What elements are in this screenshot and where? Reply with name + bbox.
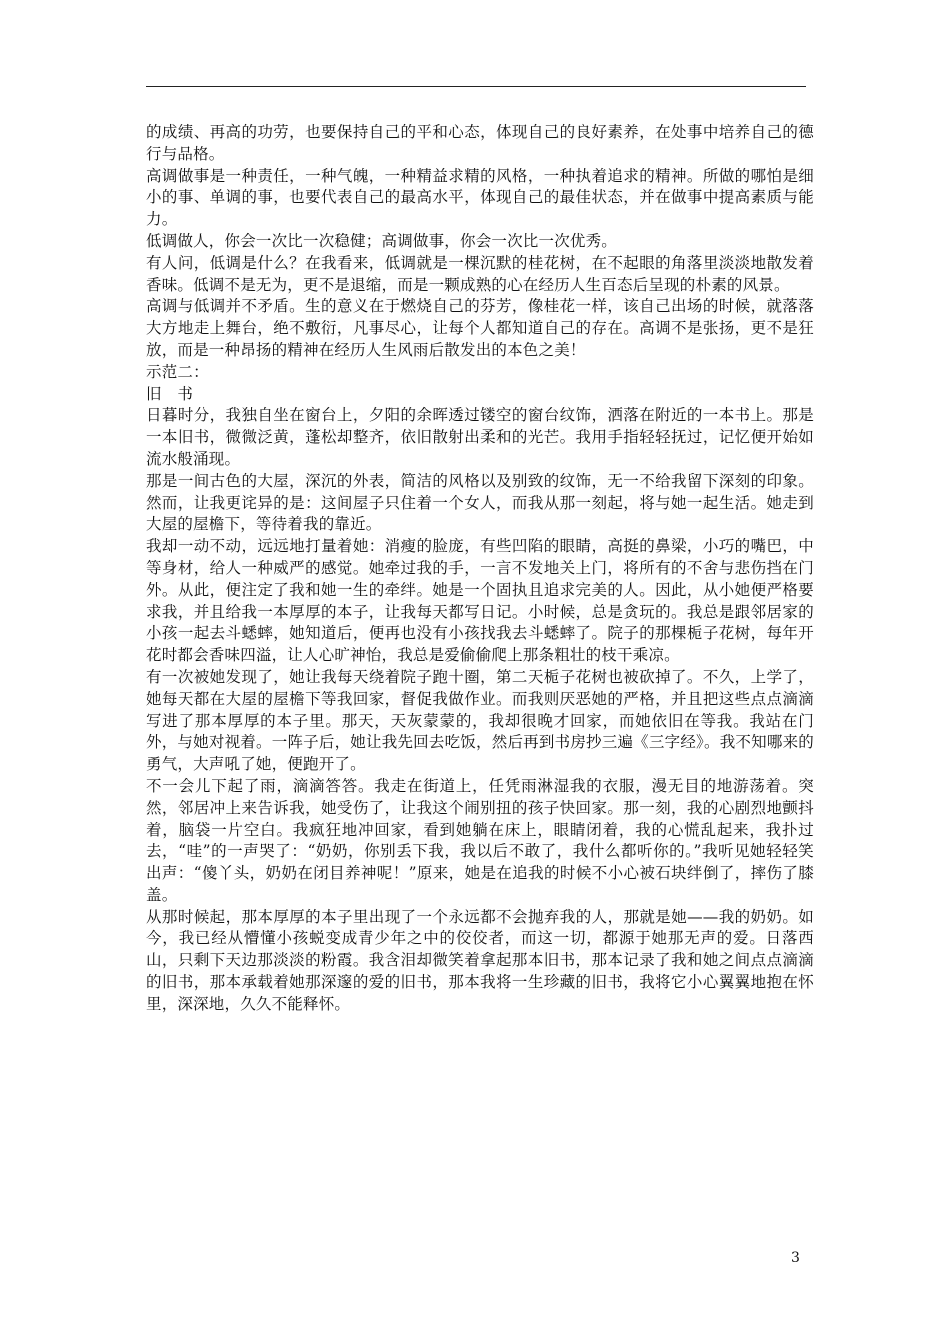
- paragraph: 从那时候起，那本厚厚的本子里出现了一个永远都不会抛弃我的人，那就是她——我的奶奶。如今，我已经从懵懂小孩蜕变成青少年之中的佼佼者，而这一切，都源于她那无声的爱。日落西山，只剩下天边那淡淡的粉霞。我含泪却微笑着拿起那本旧书，那本记录了我和她之间点点滴滴的旧书，那本承载着她那深邃的爱的旧书，那本我将一生珍藏的旧书，我将它小心翼翼地抱在怀里，深深地，久久不能释怀。: [146, 907, 814, 1013]
- paragraph: 低调做人，你会一次比一次稳健；高调做事，你会一次比一次优秀。: [146, 231, 618, 250]
- paragraph: 高调与低调并不矛盾。生的意义在于燃烧自己的芬芳，像桂花一样，该自己出场的时候，就落落大方地走上舞台，绝不敷衍，凡事尽心，让每个人都知道自己的存在。高调不是张扬，更不是狂放，而是一种昂扬的精神在经历人生风雨后散发出的本色之美！: [146, 297, 814, 359]
- paragraph: 那是一间古色的大屋，深沉的外表，简洁的风格以及别致的纹饰，无一不给我留下深刻的印象。然而，让我更诧异的是：这间屋子只住着一个女人，而我从那一刻起，将与她一起生活。她走到大屋的屋檐下，等待着我的靠近。: [146, 471, 814, 534]
- paragraph: 我却一动不动，远远地打量着她：消瘦的脸庞，有些凹陷的眼睛，高挺的鼻梁，小巧的嘴巴，中等身材，给人一种威严的感觉。她牵过我的手，一言不发地关上门，将所有的不舍与悲伤挡在门外。从此，便注定了我和她一生的牵绊。她是一个固执且追求完美的人。因此，从小她便严格要求我，并且给我一本厚厚的本子，让我每天都写日记。小时候，总是贪玩的。我总是跟邻居家的小孩一起去斗蟋蟀，她知道后，便再也没有小孩找我去斗蟋蟀了。院子的那棵栀子花树，每年开花时都会香味四溢，让人心旷神怡，我总是爱偷偷爬上那条粗壮的枝干乘凉。: [146, 537, 814, 665]
- header-rule: [146, 86, 806, 87]
- page-number: 3: [791, 1250, 800, 1266]
- paragraph: 的成绩、再高的功劳，也要保持自己的平和心态，体现自己的良好素养，在处事中培养自己的德行与品格。: [146, 123, 814, 163]
- paragraph: 高调做事是一种责任，一种气魄，一种精益求精的风格，一种执着追求的精神。所做的哪怕是细小的事、单调的事，也要代表自己的最高水平，体现自己的最佳状态，并在做事中提高素质与能力。: [146, 166, 814, 229]
- section-label: 示范二：: [146, 362, 209, 381]
- paragraph: 不一会儿下起了雨，滴滴答答。我走在街道上，任凭雨淋湿我的衣服，漫无目的地游荡着。突然，邻居冲上来告诉我，她受伤了，让我这个闹别扭的孩子快回家。那一刻，我的心剧烈地颤抖着，脑袋一片空白。我疯狂地冲回家，看到她躺在床上，眼睛闭着，我的心慌乱起来，我扑过去，“哇”的一声哭了：“奶奶，你别丢下我，我以后不敢了，我什么都听你的。”我听见她轻轻笑出声：“傻丫头，奶奶在闭目养神呢！”原来，她是在追我的时候不小心被石块绊倒了，摔伤了膝盖。: [146, 776, 814, 904]
- paragraph: 日暮时分，我独自坐在窗台上，夕阳的余晖透过镂空的窗台纹饰，洒落在附近的一本书上。那是一本旧书，微微泛黄，蓬松却整齐，依旧散射出柔和的光芒。我用手指轻轻抚过，记忆便开始如流水般涌现。: [146, 406, 814, 468]
- paragraph: 有人问，低调是什么？在我看来，低调就是一棵沉默的桂花树，在不起眼的角落里淡淡地散发着香味。低调不是无为，更不是退缩，而是一颗成熟的心在经历人生百态后呈现的朴素的风景。: [146, 253, 814, 294]
- document-body: [146, 122, 814, 1016]
- essay-title: 旧 书: [146, 384, 194, 403]
- paragraph: 有一次被她发现了，她让我每天绕着院子跑十圈，第二天栀子花树也被砍掉了。不久，上学了，她每天都在大屋的屋檐下等我回家，督促我做作业。而我则厌恶她的严格，并且把这些点点滴滴写进了那本厚厚的本子里。那天，天灰蒙蒙的，我却很晚才回家，而她依旧在等我。我站在门外，与她对视着。一阵子后，她让我先回去吃饭，然后再到书房抄三遍《三字经》。我不知哪来的勇气，大声吼了她，便跑开了。: [146, 667, 814, 774]
